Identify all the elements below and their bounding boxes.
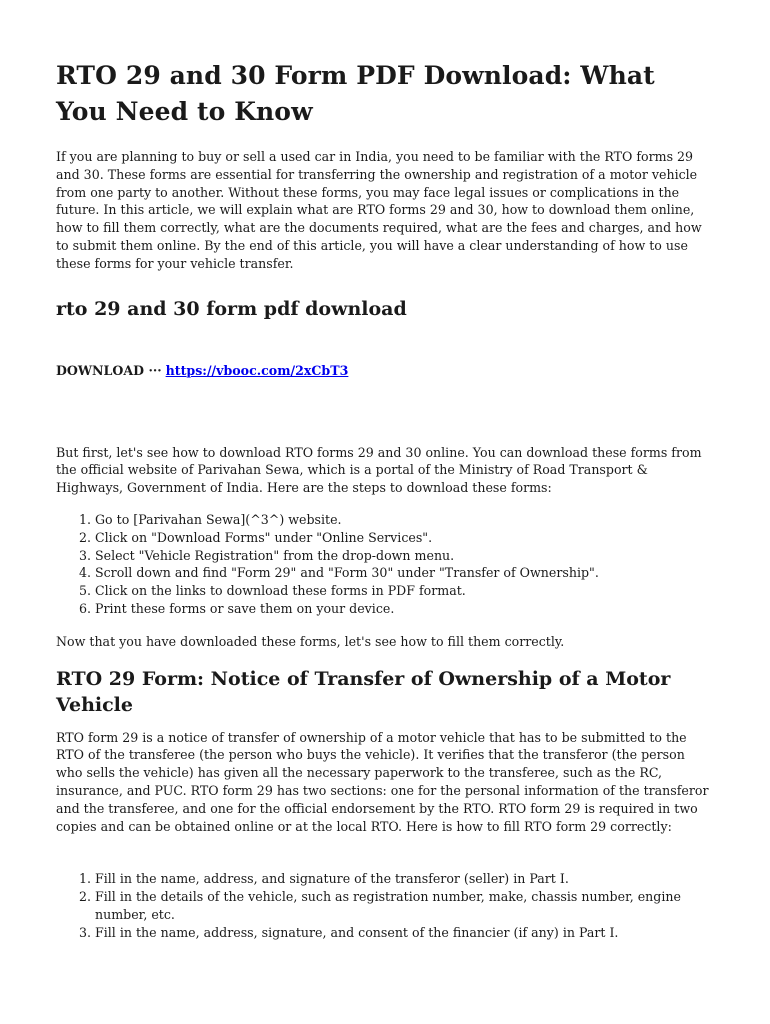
- list-item: 2. Click on "Download Forms" under "Online Services".: [95, 529, 714, 547]
- after-steps-paragraph: Now that you have downloaded these forms, let's see how to fill them correctly.: [56, 633, 565, 649]
- rto29-heading: RTO 29 Form: Notice of Transfer of Ownership of a Motor Vehicle: [56, 667, 671, 716]
- page-title: RTO 29 and 30 Form PDF Download: What You Need to Know: [56, 61, 655, 126]
- list-item: 4. Scroll down and find "Form 29" and "Form 30" under "Transfer of Ownership".: [95, 564, 714, 582]
- fill-steps-list: [56, 870, 714, 941]
- intro-paragraph: If you are planning to buy or sell a used car in India, you need to be familiar with the RTO forms 29 and 30. These forms are essential for transferring the ownership and registration of a motor vehicle from one party to another. Without these forms, you may face legal issues or complications in the future. In this article, we will explain what are RTO forms 29 and 30, how to download them online, how to fill them correctly, what are the documents required, what are the fees and charges, and how to submit them online. By the end of this article, you will have a clear understanding of how to use these forms for your vehicle transfer.: [56, 149, 702, 271]
- list-item: 5. Click on the links to download these forms in PDF format.: [95, 582, 714, 600]
- list-item: 2. Fill in the details of the vehicle, such as registration number, make, chassis number, engine number, etc.: [95, 888, 714, 924]
- download-label: DOWNLOAD ···: [56, 362, 162, 378]
- list-item: 3. Fill in the name, address, signature, and consent of the financier (if any) in Part I.: [95, 924, 714, 942]
- list-item: 6. Print these forms or save them on your device.: [95, 600, 714, 618]
- download-line: [56, 362, 714, 380]
- download-steps-list: [56, 511, 714, 618]
- download-heading: rto 29 and 30 form pdf download: [56, 297, 407, 320]
- download-link[interactable]: https://vbooc.com/2xCbT3: [165, 362, 349, 378]
- list-item: 1. Go to [Parivahan Sewa](^3^) website.: [95, 511, 714, 529]
- list-item: 1. Fill in the name, address, and signature of the transferor (seller) in Part I.: [95, 870, 714, 888]
- rto29-paragraph: RTO form 29 is a notice of transfer of ownership of a motor vehicle that has to be submitted to the RTO of the transferee (the person who buys the vehicle). It verifies that the transferor (the person who sells the vehicle) has given all the necessary paperwork to the transferee, such as the RC, insurance, and PUC. RTO form 29 has two sections: one for the personal information of the transferor and the transferee, and one for the official endorsement by the RTO. RTO form 29 is required in two copies and can be obtained online or at the local RTO. Here is how to fill RTO form 29 correctly:: [56, 729, 709, 834]
- list-item: 3. Select "Vehicle Registration" from the drop-down menu.: [95, 547, 714, 565]
- steps-intro-paragraph: But first, let's see how to download RTO forms 29 and 30 online. You can download these forms from the official website of Parivahan Sewa, which is a portal of the Ministry of Road Transport & Highways, Government of India. Here are the steps to download these forms:: [56, 444, 702, 496]
